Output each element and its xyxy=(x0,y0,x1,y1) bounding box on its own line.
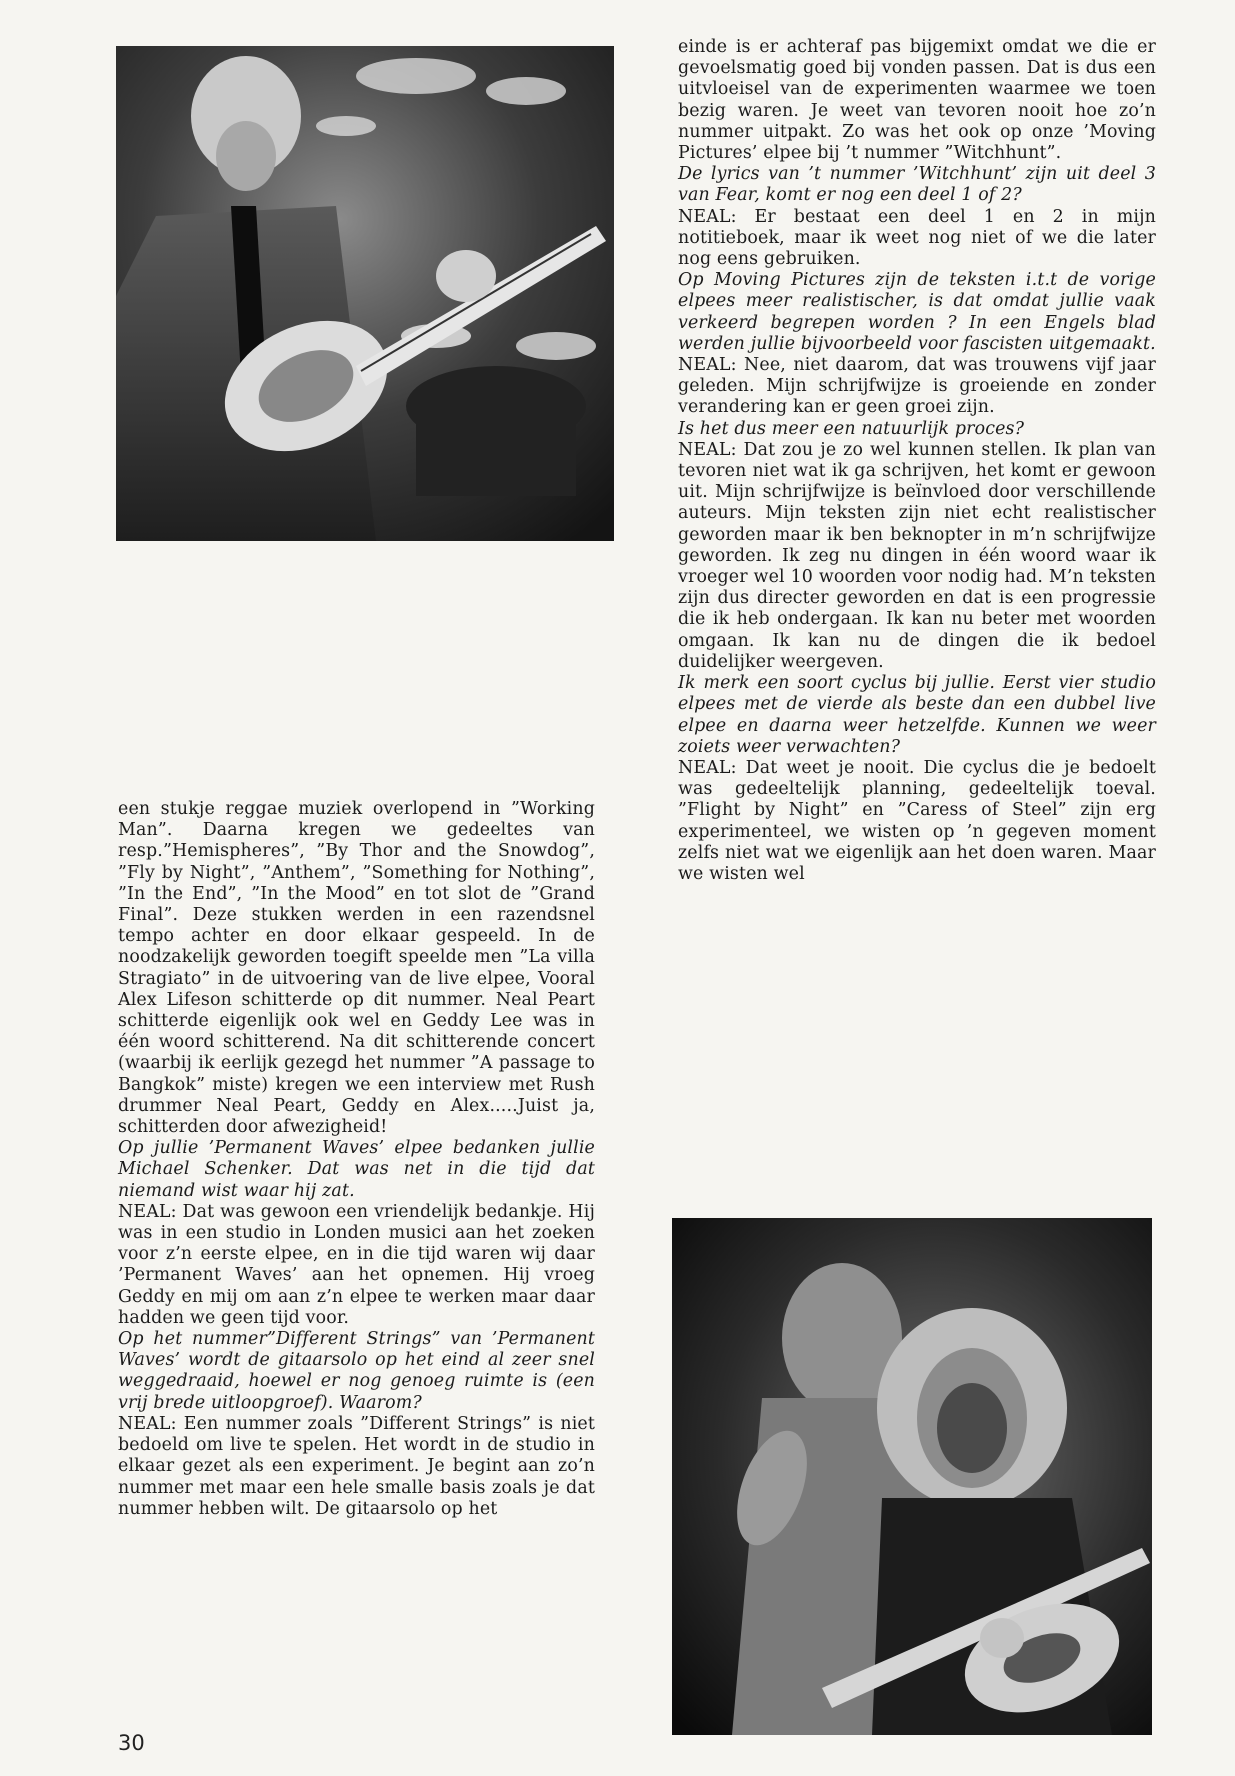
article-column-right xyxy=(678,37,1156,885)
interview-question: Ik merk een soort cyclus bij jullie. Eerst vier studio elpees met de vierde als beste dan een dubbel live elpee en daarna weer hetzelfde. Kunnen we weer zoiets weer verwachten? xyxy=(678,673,1156,757)
interview-question: De lyrics van ’t nummer ’Witchhunt’ zijn uit deel 3 van Fear, komt er nog een deel 1 of 2? xyxy=(678,164,1156,206)
page-number: 30 xyxy=(118,1731,145,1755)
concert-photo-bassist xyxy=(672,1218,1152,1735)
article-paragraph: NEAL: Dat was gewoon een vriendelijk bedankje. Hij was in een studio in Londen musici aan het zoeken voor z’n eerste elpee, en in die tijd waren wij daar ’Permanent Waves’ aan het opnemen. Hij vroeg Geddy en mij om aan z’n elpee te werken maar daar hadden we geen tijd voor. xyxy=(118,1201,595,1328)
article-paragraph: NEAL: Dat weet je nooit. Die cyclus die je bedoelt was gedeeltelijk planning, gedeeltelijk toeval. ”Flight by Night” en ”Caress of Steel” zijn erg experimenteel, we wisten op ’n gegeven moment zelfs niet wat we eigenlijk aan het doen waren. Maar we wisten wel xyxy=(678,757,1156,884)
article-paragraph: een stukje reggae muziek overlopend in ”Working Man”. Daarna kregen we gedeeltes van resp.”Hemispheres”, ”By Thor and the Snowdog”, ”Fly by Night”, ”Anthem”, ”Something for Nothing”, ”In the End”, ”In the Mood” en tot slot de ”Grand Final”. Deze stukken werden in een razendsnel tempo achter en door elkaar gespeeld. In de noodzakelijk geworden toegift speelde men ”La villa Stragiato” in de uitvoering van de live elpee, Vooral Alex Lifeson schitterde op dit nummer. Neal Peart schitterde eigenlijk ook wel en Geddy Lee was in één woord schitterend. Na dit schitterende concert (waarbij ik eerlijk gezegd het nummer ”A passage to Bangkok” miste) kregen we een interview met Rush drummer Neal Peart, Geddy en Alex.....Juist ja, schitterden door afwezigheid! xyxy=(118,799,595,1138)
article-paragraph: NEAL: Nee, niet daarom, dat was trouwens vijf jaar geleden. Mijn schrijfwijze is groeiende en zonder verandering kan er geen groei zijn. xyxy=(678,355,1156,418)
article-paragraph: NEAL: Er bestaat een deel 1 en 2 in mijn notitieboek, maar ik weet nog niet of we die later nog eens gebruiken. xyxy=(678,206,1156,270)
interview-question: Op het nummer”Different Strings” van ’Permanent Waves’ wordt de gitaarsolo op het eind al zeer snel weggedraaid, hoewel er nog genoeg ruimte is (een vrij brede uitloopgroef). Waarom? xyxy=(118,1329,595,1413)
article-paragraph: NEAL: Dat zou je zo wel kunnen stellen. Ik plan van tevoren niet wat ik ga schrijven, het komt er gewoon uit. Mijn schrijfwijze is beïnvloed door verschillende auteurs. Mijn teksten zijn niet echt realistischer geworden maar ik ben beknopter in m’n schrijfwijze geworden. Ik zeg nu dingen in één woord waar ik vroeger wel 10 woorden voor nodig had. M’n teksten zijn dus directer geworden en dat is een progressie die ik heb ondergaan. Ik kan nu beter met woorden omgaan. Ik kan nu de dingen die ik bedoel duidelijker weergeven. xyxy=(678,439,1156,672)
interview-question: Op Moving Pictures zijn de teksten i.t.t de vorige elpees meer realistischer, is dat omdat jullie vaak verkeerd begrepen worden ? In een Engels blad werden jullie bijvoorbeeld voor fascisten uitgemaakt. xyxy=(678,270,1156,354)
article-paragraph: einde is er achteraf pas bijgemixt omdat we die er gevoelsmatig goed bij vonden passen. Dat is dus een uitvloeisel van de experimenten waarmee we toen bezig waren. Je weet van tevoren nooit hoe zo’n nummer uitpakt. Zo was het ook op onze ’Moving Pictures’ elpee bij ’t nummer ”Witchhunt”. xyxy=(678,37,1156,164)
interview-question: Is het dus meer een natuurlijk proces? xyxy=(678,418,1025,439)
interview-question: Op jullie ’Permanent Waves’ elpee bedanken jullie Michael Schenker. Dat was net in die tijd dat niemand wist waar hij zat. xyxy=(118,1138,595,1201)
article-column-left xyxy=(118,799,595,1520)
article-paragraph: NEAL: Een nummer zoals ”Different Strings” is niet bedoeld om live te spelen. Het wordt in de studio in elkaar gezet als een experiment. Je begint aan zo’n nummer met maar een hele smalle basis zoals je dat nummer hebben wilt. De gitaarsolo op het xyxy=(118,1413,595,1519)
concert-photo-guitarist xyxy=(116,46,614,541)
